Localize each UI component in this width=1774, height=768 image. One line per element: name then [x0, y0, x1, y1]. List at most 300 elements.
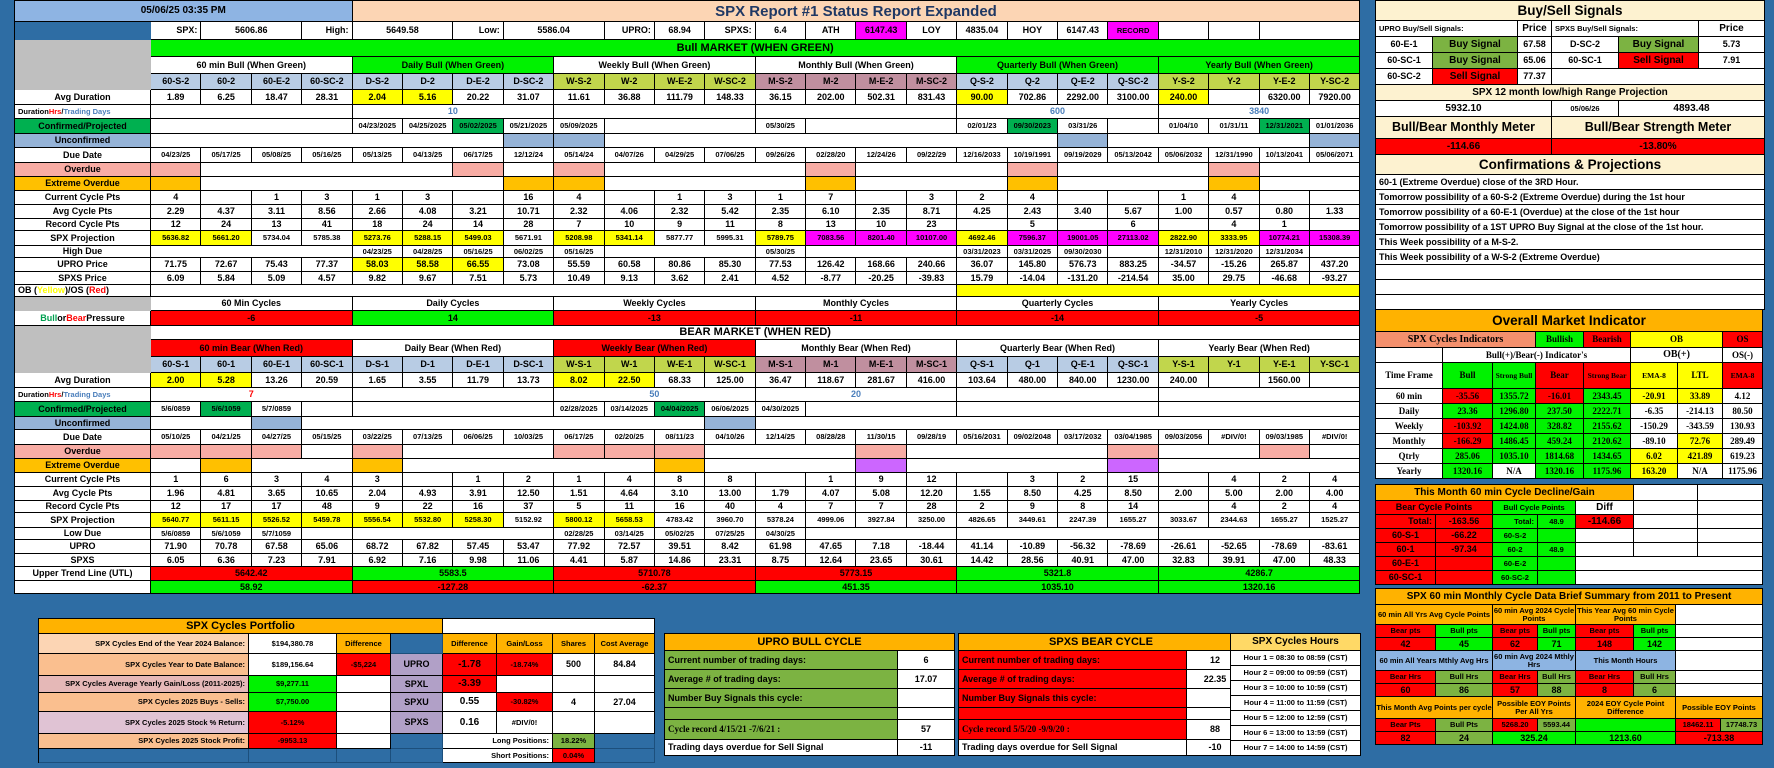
bear-avg-pts-cell[interactable]: 5.00: [1209, 487, 1259, 501]
bull-due-date-cell[interactable]: 10/19/1991: [1008, 148, 1058, 163]
bear-projection-cell[interactable]: 5800.12: [554, 513, 604, 528]
summary-header-cell[interactable]: 60 min All Yrs Avg Cycle Points: [1376, 605, 1493, 625]
bull-duration-cell[interactable]: 10: [353, 105, 555, 119]
bull-avg-duration-cell[interactable]: 90.00: [957, 90, 1007, 105]
bear-groups-cell[interactable]: Yearly Bear (When Red): [1159, 340, 1361, 357]
bear-upro-cell[interactable]: -83.61: [1310, 540, 1360, 554]
bull-current-pts-cell[interactable]: 2: [957, 191, 1007, 205]
bear-projection-cell[interactable]: 3927.84: [856, 513, 906, 528]
bull-current-pts-cell[interactable]: 3: [907, 191, 957, 205]
quotes-row-cell[interactable]: HOY: [1008, 22, 1058, 40]
bear-current-pts-cell[interactable]: 15: [1108, 473, 1158, 487]
bull-avg-pts-cell[interactable]: 5.67: [1108, 205, 1158, 219]
bull-avg-duration-cell[interactable]: 2.04: [353, 90, 403, 105]
bull-upro-price-cell[interactable]: 85.30: [705, 258, 755, 272]
bear-avg-pts-cell[interactable]: 8.50: [1108, 487, 1158, 501]
bull-record-pts-cell[interactable]: 18: [353, 219, 403, 231]
portfolio-row-cell[interactable]: Shares: [553, 634, 595, 654]
pressure-cell[interactable]: 14: [353, 311, 555, 326]
bear-current-pts-cell[interactable]: 12: [907, 473, 957, 487]
title-row-cell[interactable]: SPX Report #1 Status Report Expanded: [353, 1, 1361, 22]
bear-current-pts-cell[interactable]: 9: [856, 473, 906, 487]
bull-confirmed-cell[interactable]: 05/30/25: [756, 119, 806, 134]
bull-upro-price-cell[interactable]: 66.55: [453, 258, 503, 272]
bull-upro-price-cell[interactable]: 883.25: [1108, 258, 1158, 272]
bear-ids-cell[interactable]: D-SC-1: [504, 357, 554, 373]
bear-spxs-cell[interactable]: SPXS: [15, 554, 151, 567]
summary-sub-cell[interactable]: Bear pts: [1493, 625, 1538, 638]
bear-current-pts-cell[interactable]: 3: [353, 473, 403, 487]
bull-spxs-price-cell[interactable]: 15.79: [957, 272, 1007, 285]
omi-row-cell[interactable]: 619.23: [1723, 449, 1763, 464]
bear-record-pts-cell[interactable]: 8: [1058, 501, 1108, 513]
bear-ids-cell[interactable]: M-1: [806, 357, 856, 373]
bear-avg-pts-cell[interactable]: 13.00: [705, 487, 755, 501]
bear-record-pts-cell[interactable]: 7: [806, 501, 856, 513]
bull-avg-pts-cell[interactable]: 2.29: [151, 205, 201, 219]
bull-due-date-cell[interactable]: 10/13/2041: [1260, 148, 1310, 163]
bull-ids-cell[interactable]: W-E-2: [655, 74, 705, 90]
meter-values-cell[interactable]: -114.66: [1376, 139, 1552, 155]
meter-headers-cell[interactable]: Bull/Bear Strength Meter: [1552, 117, 1765, 139]
bear-current-pts-cell[interactable]: 8: [705, 473, 755, 487]
bull-upro-price-cell[interactable]: 55.59: [554, 258, 604, 272]
bear-spxs-cell[interactable]: 12.64: [806, 554, 856, 567]
bear-current-pts-cell[interactable]: 2: [504, 473, 554, 487]
bear-record-pts-cell[interactable]: 16: [453, 501, 503, 513]
bull-spxs-price-cell[interactable]: 4.52: [756, 272, 806, 285]
bull-high-due-cell[interactable]: 06/02/25: [504, 246, 554, 258]
bear-projection-cell[interactable]: 5258.30: [453, 513, 503, 528]
bull-upro-price-cell[interactable]: 73.08: [504, 258, 554, 272]
bull-avg-duration-cell[interactable]: 202.00: [806, 90, 856, 105]
summary-sub-cell[interactable]: Bull Hrs: [1634, 671, 1676, 684]
portfolio-row-cell[interactable]: Short Positions:: [443, 749, 553, 763]
bear-avg-duration-cell[interactable]: 416.00: [907, 373, 957, 388]
portfolio-row-cell[interactable]: $9,277.11: [249, 676, 337, 693]
bull-spxs-price-cell[interactable]: 2.41: [705, 272, 755, 285]
bear-low-due-cell[interactable]: 5/6/0859: [151, 528, 201, 540]
bull-avg-pts-cell[interactable]: 2.32: [655, 205, 705, 219]
bull-current-pts-cell[interactable]: 3: [302, 191, 352, 205]
upro-row-cell[interactable]: Current number of trading days:: [665, 651, 898, 670]
hours-row-cell[interactable]: Hour 1 = 08:30 to 08:59 (CST): [1231, 651, 1361, 666]
bear-spxs-cell[interactable]: 28.56: [1008, 554, 1058, 567]
bull-avg-pts-cell[interactable]: 4.08: [403, 205, 453, 219]
portfolio-row-cell[interactable]: $7,750.00: [249, 693, 337, 712]
bull-due-date-cell[interactable]: 04/13/25: [403, 148, 453, 163]
quotes-row-cell[interactable]: High:: [302, 22, 352, 40]
mdg-row-cell[interactable]: Total:: [1376, 515, 1436, 529]
quotes-row-cell[interactable]: 6147.43: [1058, 22, 1108, 40]
bear-projection-cell[interactable]: 2344.63: [1209, 513, 1259, 528]
quotes-row-cell[interactable]: 5586.04: [504, 22, 605, 40]
summary-sub-cell[interactable]: Bull pts: [1436, 625, 1493, 638]
bull-projection-cell[interactable]: 10107.00: [907, 231, 957, 246]
bear-spxs-cell[interactable]: 48.33: [1310, 554, 1360, 567]
bear-upro-cell[interactable]: -10.89: [1008, 540, 1058, 554]
omi-row-cell[interactable]: 1486.45: [1493, 434, 1536, 449]
summary-sub-cell[interactable]: Bear Hrs: [1493, 671, 1538, 684]
bear-due-date-cell[interactable]: 05/10/25: [151, 430, 201, 445]
bear-avg-pts-cell[interactable]: 4.25: [1058, 487, 1108, 501]
quotes-row-cell[interactable]: Low:: [453, 22, 503, 40]
bull-due-date-cell[interactable]: 09/19/2029: [1058, 148, 1108, 163]
bear-avg-pts-cell[interactable]: 1.51: [554, 487, 604, 501]
summary-val-cell[interactable]: 8: [1576, 684, 1634, 697]
bear-avg-duration-cell[interactable]: 20.59: [302, 373, 352, 388]
bull-high-due-cell[interactable]: 12/31/2034: [1260, 246, 1310, 258]
bear-ids-cell[interactable]: Q-SC-1: [1108, 357, 1158, 373]
bear-due-date-cell[interactable]: 11/30/15: [856, 430, 906, 445]
bear-avg-pts-cell[interactable]: 2.00: [1260, 487, 1310, 501]
utl-cell[interactable]: 5710.78: [554, 567, 756, 581]
bear-ids-cell[interactable]: M-SC-1: [907, 357, 957, 373]
bull-spxs-price-cell[interactable]: 9.82: [353, 272, 403, 285]
bull-ids-cell[interactable]: W-S-2: [554, 74, 604, 90]
bear-confirmed-cell[interactable]: 5/6/1059: [201, 402, 251, 417]
summary-title-cell[interactable]: SPX 60 min Monthly Cycle Data Brief Summary from 2011 to Present: [1376, 589, 1763, 605]
bull-avg-duration-cell[interactable]: 7920.00: [1310, 90, 1360, 105]
bear-duration-cell[interactable]: 50: [554, 388, 756, 402]
bear-due-date-cell[interactable]: 09/03/2056: [1159, 430, 1209, 445]
bull-upro-price-cell[interactable]: UPRO Price: [15, 258, 151, 272]
bull-groups-cell[interactable]: Monthly Bull (When Green): [756, 57, 958, 74]
omi-colheads-cell[interactable]: Bull: [1443, 363, 1493, 389]
bear-record-pts-cell[interactable]: Record Cycle Pts: [15, 501, 151, 513]
signal-row-cell[interactable]: D-SC-2: [1552, 37, 1619, 53]
bull-projection-cell[interactable]: 5288.15: [403, 231, 453, 246]
bull-record-pts-cell[interactable]: 1: [1260, 219, 1310, 231]
bull-upro-price-cell[interactable]: -34.57: [1159, 258, 1209, 272]
summary-sub-cell[interactable]: 18462.11: [1676, 719, 1721, 732]
omi-subheader-cell[interactable]: Bull(+)/Bear(-) Indicator's: [1443, 348, 1631, 363]
bear-avg-pts-cell[interactable]: 4.00: [1310, 487, 1360, 501]
bear-projection-cell[interactable]: 2247.39: [1058, 513, 1108, 528]
bull-confirmed-cell[interactable]: 03/31/26: [1058, 119, 1108, 134]
omi-row-cell[interactable]: 2120.62: [1584, 434, 1631, 449]
bull-ids-cell[interactable]: M-SC-2: [907, 74, 957, 90]
bull-due-date-cell[interactable]: 05/08/25: [252, 148, 302, 163]
bear-current-pts-cell[interactable]: 4: [605, 473, 655, 487]
bear-extreme-overdue-cell[interactable]: Extreme Overdue: [15, 459, 151, 473]
bull-spxs-price-cell[interactable]: 9.13: [605, 272, 655, 285]
bull-ids-cell[interactable]: 60-SC-2: [302, 74, 352, 90]
bull-ids-cell[interactable]: Q-E-2: [1058, 74, 1108, 90]
bull-projection-cell[interactable]: 5636.82: [151, 231, 201, 246]
bear-duration[interactable]: [15, 388, 151, 402]
omi-header-cell[interactable]: Bullish: [1536, 332, 1584, 348]
portfolio-row-cell[interactable]: -18.74%: [497, 654, 553, 676]
portfolio-row-cell[interactable]: $189,156.64: [249, 654, 337, 676]
quotes-row-cell[interactable]: 6147.43: [856, 22, 906, 40]
summary-header-cell[interactable]: 60 min Avg 2024 Cycle Points: [1493, 605, 1576, 625]
bear-current-pts-cell[interactable]: 1: [453, 473, 503, 487]
signal-row-cell[interactable]: 5.73: [1699, 37, 1765, 53]
omi-row-cell[interactable]: -89.10: [1631, 434, 1678, 449]
bear-upro-cell[interactable]: 8.42: [705, 540, 755, 554]
bull-duration-cell[interactable]: 3840: [1159, 105, 1361, 119]
omi-row-cell[interactable]: -166.29: [1443, 434, 1493, 449]
utl-cell[interactable]: 5773.15: [756, 567, 958, 581]
bull-upro-price-cell[interactable]: 60.58: [605, 258, 655, 272]
omi-colheads-cell[interactable]: Strong Bull: [1493, 363, 1536, 389]
bull-projection-cell[interactable]: 15308.39: [1310, 231, 1360, 246]
omi-row-cell[interactable]: Yearly: [1376, 464, 1443, 479]
confirmation-line-cell[interactable]: Tomorrow possibility of a 1ST UPRO Buy Signal at the close of the 1st hour.: [1376, 220, 1765, 235]
summary-val-cell[interactable]: 6: [1634, 684, 1676, 697]
mdg-row-cell[interactable]: 60-S-2: [1493, 529, 1538, 543]
bull-ids-cell[interactable]: D-2: [403, 74, 453, 90]
omi-row-cell[interactable]: -150.29: [1631, 419, 1678, 434]
utl-cell[interactable]: 4286.7: [1159, 567, 1361, 581]
signals-header-cell[interactable]: UPRO Buy/Sell Signals:: [1376, 21, 1518, 37]
omi-colheads-cell[interactable]: EMA-8: [1723, 363, 1763, 389]
bear-ids-cell[interactable]: D-1: [403, 357, 453, 373]
bull-ids-cell[interactable]: Q-2: [1008, 74, 1058, 90]
summary-header-cell[interactable]: This Month Avg Points per cycle: [1376, 697, 1493, 719]
bull-upro-price-cell[interactable]: -15.26: [1209, 258, 1259, 272]
signal-row-cell[interactable]: 60-SC-1: [1376, 53, 1433, 69]
bear-record-pts-cell[interactable]: 2: [957, 501, 1007, 513]
bull-spxs-price-cell[interactable]: 3.62: [655, 272, 705, 285]
summary-val-cell[interactable]: 86: [1436, 684, 1493, 697]
bear-avg-pts-cell[interactable]: 4.81: [201, 487, 251, 501]
bull-avg-pts-cell[interactable]: 2.32: [554, 205, 604, 219]
bear-upro-cell[interactable]: 7.18: [856, 540, 906, 554]
utl-2-cell[interactable]: 58.92: [151, 581, 353, 594]
bear-upro-cell[interactable]: 41.14: [957, 540, 1007, 554]
confirmation-line-cell[interactable]: Tomorrow possibility of a 60-S-2 (Extreme Overdue) during the 1st hour: [1376, 190, 1765, 205]
bear-due-date-cell[interactable]: 09/02/2048: [1008, 430, 1058, 445]
bear-upro-cell[interactable]: -78.69: [1260, 540, 1310, 554]
bear-avg-duration-cell[interactable]: 11.79: [453, 373, 503, 388]
bull-avg-pts-cell[interactable]: 3.11: [252, 205, 302, 219]
bull-due-date-cell[interactable]: 05/13/2042: [1108, 148, 1158, 163]
spxs-row-cell[interactable]: -10: [1187, 740, 1244, 756]
spxs-row-cell[interactable]: Cycle record 5/5/20 -9/9/20 :: [959, 720, 1187, 740]
bull-high-due-cell[interactable]: 05/16/25: [453, 246, 503, 258]
summary-sub-cell[interactable]: Bear pts: [1576, 625, 1634, 638]
signal-row-cell[interactable]: 60-E-1: [1376, 37, 1433, 53]
bear-spxs-cell[interactable]: 47.00: [1260, 554, 1310, 567]
bear-record-pts-cell[interactable]: 4: [756, 501, 806, 513]
bull-avg-pts-cell[interactable]: 3.40: [1058, 205, 1108, 219]
bull-current-pts-cell[interactable]: 4: [151, 191, 201, 205]
mdg-header-cell[interactable]: Diff: [1576, 501, 1634, 515]
portfolio-row-cell[interactable]: SPX Cycles 2025 Stock Profit:: [39, 734, 249, 749]
bear-avg-duration-cell[interactable]: 1.65: [353, 373, 403, 388]
bear-spxs-cell[interactable]: 7.16: [403, 554, 453, 567]
bull-current-pts-cell[interactable]: 1: [655, 191, 705, 205]
bull-spxs-price-cell[interactable]: 4.57: [302, 272, 352, 285]
bear-spxs-cell[interactable]: 7.23: [252, 554, 302, 567]
bear-low-due-cell[interactable]: 03/14/25: [605, 528, 655, 540]
bull-confirmed-cell[interactable]: 05/02/2025: [453, 119, 503, 134]
bear-current-pts-cell[interactable]: 1: [151, 473, 201, 487]
bull-record-pts-cell[interactable]: 14: [453, 219, 503, 231]
bull-record-pts-cell[interactable]: 23: [907, 219, 957, 231]
bull-ids-cell[interactable]: W-2: [605, 74, 655, 90]
bear-record-pts-cell[interactable]: 9: [1008, 501, 1058, 513]
cycle-labels-cell[interactable]: Yearly Cycles: [1159, 297, 1361, 311]
bull-ids-cell[interactable]: Q-S-2: [957, 74, 1007, 90]
range-header-cell[interactable]: SPX 12 month low/high Range Projection: [1376, 85, 1765, 101]
bear-groups-cell[interactable]: Quarterly Bear (When Red): [957, 340, 1159, 357]
bear-ids-cell[interactable]: 60-E-1: [252, 357, 302, 373]
bull-ids-cell[interactable]: D-E-2: [453, 74, 503, 90]
bear-record-pts-cell[interactable]: 14: [1108, 501, 1158, 513]
bull-projection-cell[interactable]: 5671.91: [504, 231, 554, 246]
summary-header-cell[interactable]: Possible EOY Points Per All Yrs: [1493, 697, 1576, 719]
bear-avg-duration-cell[interactable]: 103.64: [957, 373, 1007, 388]
signal-row-cell[interactable]: Buy Signal: [1433, 53, 1518, 69]
bear-duration-cell[interactable]: 20: [756, 388, 958, 402]
bull-current-pts-cell[interactable]: 7: [806, 191, 856, 205]
bull-avg-duration-cell[interactable]: 20.22: [453, 90, 503, 105]
portfolio-row-cell[interactable]: -5.12%: [249, 712, 337, 734]
mdg-row-cell[interactable]: 48.9: [1538, 543, 1576, 557]
omi-colheads-cell[interactable]: Time Frame: [1376, 363, 1443, 389]
bear-ids-cell[interactable]: M-S-1: [756, 357, 806, 373]
bear-ids-cell[interactable]: 60-1: [201, 357, 251, 373]
bull-due-date-cell[interactable]: 07/06/25: [705, 148, 755, 163]
bull-upro-price-cell[interactable]: 75.43: [252, 258, 302, 272]
bull-due-date-cell[interactable]: 04/07/26: [605, 148, 655, 163]
mdg-row-cell[interactable]: 48.9: [1538, 515, 1576, 529]
bull-upro-price-cell[interactable]: 72.67: [201, 258, 251, 272]
omi-row-cell[interactable]: 60 min: [1376, 389, 1443, 404]
bear-spxs-cell[interactable]: 23.31: [705, 554, 755, 567]
summary-sub-cell[interactable]: Bull pts: [1538, 625, 1576, 638]
quotes-row-cell[interactable]: SPXS:: [705, 22, 755, 40]
bear-ids-cell[interactable]: D-E-1: [453, 357, 503, 373]
bear-current-pts-cell[interactable]: 1: [554, 473, 604, 487]
quotes-row-cell[interactable]: 5606.86: [201, 22, 302, 40]
bull-upro-price-cell[interactable]: 80.86: [655, 258, 705, 272]
bull-avg-duration-cell[interactable]: 3100.00: [1108, 90, 1158, 105]
bull-avg-pts-cell[interactable]: 1.00: [1159, 205, 1209, 219]
bear-due-date-cell[interactable]: 08/28/28: [806, 430, 856, 445]
bear-ids-cell[interactable]: Q-E-1: [1058, 357, 1108, 373]
bull-upro-price-cell[interactable]: 437.20: [1310, 258, 1360, 272]
bull-groups-cell[interactable]: Yearly Bull (When Green): [1159, 57, 1361, 74]
bull-spxs-price-cell[interactable]: 10.49: [554, 272, 604, 285]
bull-avg-duration-cell[interactable]: 148.33: [705, 90, 755, 105]
bull-ids-cell[interactable]: D-S-2: [353, 74, 403, 90]
bear-due-date-cell[interactable]: 06/06/25: [453, 430, 503, 445]
bear-avg-pts-cell[interactable]: 8.50: [1008, 487, 1058, 501]
meter-values-cell[interactable]: -13.80%: [1552, 139, 1765, 155]
bull-projection-cell[interactable]: 5785.38: [302, 231, 352, 246]
summary-sub-cell[interactable]: Bear Hrs: [1576, 671, 1634, 684]
bear-avg-pts-cell[interactable]: 2.00: [1159, 487, 1209, 501]
mdg-row-cell[interactable]: 60-2: [1493, 543, 1538, 557]
bull-record-pts-cell[interactable]: 6: [1108, 219, 1158, 231]
bull-spxs-price-cell[interactable]: -46.68: [1260, 272, 1310, 285]
bull-avg-pts-cell[interactable]: 3.21: [453, 205, 503, 219]
summary-val-cell[interactable]: -713.38: [1676, 732, 1763, 745]
portfolio-row-cell[interactable]: Cost Average: [595, 634, 655, 654]
mdg-row-cell[interactable]: 60-E-1: [1376, 557, 1436, 571]
summary-val-cell[interactable]: 62: [1493, 638, 1538, 651]
bear-due-date-cell[interactable]: 12/14/25: [756, 430, 806, 445]
bear-duration-cell[interactable]: 7: [151, 388, 353, 402]
omi-colheads-cell[interactable]: LTL: [1678, 363, 1723, 389]
summary-sub-cell[interactable]: 17748.73: [1721, 719, 1763, 732]
bull-upro-price-cell[interactable]: 71.75: [151, 258, 201, 272]
bear-groups-cell[interactable]: Weekly Bear (When Red): [554, 340, 756, 357]
bear-avg-duration-cell[interactable]: 8.02: [554, 373, 604, 388]
bear-current-pts-cell[interactable]: 2: [1058, 473, 1108, 487]
portfolio-row-cell[interactable]: Difference: [337, 634, 391, 654]
bull-avg-pts-cell[interactable]: 10.71: [504, 205, 554, 219]
bear-projection-cell[interactable]: 5526.52: [252, 513, 302, 528]
bull-spxs-price-cell[interactable]: SPXS Price: [15, 272, 151, 285]
omi-row-cell[interactable]: N/A: [1678, 464, 1723, 479]
bull-projection-cell[interactable]: 5995.31: [705, 231, 755, 246]
portfolio-row-cell[interactable]: Difference: [443, 634, 497, 654]
bear-record-pts-cell[interactable]: 4: [1209, 501, 1259, 513]
bull-current-pts-cell[interactable]: 4: [1008, 191, 1058, 205]
omi-colheads-cell[interactable]: EMA-8: [1631, 363, 1678, 389]
hours-row-cell[interactable]: Hour 5 = 12:00 to 12:59 (CST): [1231, 711, 1361, 726]
spxs-row-cell[interactable]: Number Buy Signals this cycle:: [959, 689, 1187, 708]
omi-row-cell[interactable]: 1355.72: [1493, 389, 1536, 404]
bear-record-pts-cell[interactable]: 22: [403, 501, 453, 513]
bull-projection-cell[interactable]: 5661.20: [201, 231, 251, 246]
bear-due-date-cell[interactable]: 10/03/25: [504, 430, 554, 445]
cycle-labels-cell[interactable]: Monthly Cycles: [756, 297, 958, 311]
portfolio-row-cell[interactable]: 0.55: [443, 693, 497, 712]
upro-row-cell[interactable]: 6: [898, 651, 955, 670]
bear-avg-duration-cell[interactable]: 2.00: [151, 373, 201, 388]
bull-current-pts-cell[interactable]: 1: [252, 191, 302, 205]
bear-current-pts-cell[interactable]: 2: [1260, 473, 1310, 487]
bull-avg-pts-cell[interactable]: 2.35: [756, 205, 806, 219]
bull-avg-duration-cell[interactable]: 28.31: [302, 90, 352, 105]
utl-2-cell[interactable]: 451.35: [756, 581, 958, 594]
mdg-row-cell[interactable]: 60-1: [1376, 543, 1436, 557]
signals-header-cell[interactable]: Price: [1518, 21, 1552, 37]
cycle-labels-cell[interactable]: Daily Cycles: [353, 297, 555, 311]
portfolio-row-cell[interactable]: #DIV/0!: [497, 712, 553, 734]
bull-avg-duration-cell[interactable]: 1.89: [151, 90, 201, 105]
bear-spxs-cell[interactable]: 5.87: [605, 554, 655, 567]
bull-record-pts-cell[interactable]: 7: [554, 219, 604, 231]
upro-row-cell[interactable]: Number Buy Signals this cycle:: [665, 689, 898, 708]
bear-avg-duration-cell[interactable]: 68.33: [655, 373, 705, 388]
portfolio-row-cell[interactable]: 4: [553, 693, 595, 712]
omi-row-cell[interactable]: -6.35: [1631, 404, 1678, 419]
bull-duration[interactable]: [15, 105, 151, 119]
bull-record-pts-cell[interactable]: 10: [605, 219, 655, 231]
bear-spxs-cell[interactable]: 8.75: [756, 554, 806, 567]
bull-due-date-cell[interactable]: 05/17/25: [201, 148, 251, 163]
bull-current-pts-cell[interactable]: 3: [705, 191, 755, 205]
bull-avg-duration-cell[interactable]: 702.86: [1008, 90, 1058, 105]
hours-row-cell[interactable]: Hour 6 = 13:00 to 13:59 (CST): [1231, 726, 1361, 741]
bear-projection-cell[interactable]: 1655.27: [1108, 513, 1158, 528]
summary-val-cell[interactable]: 1213.60: [1576, 732, 1676, 745]
summary-val-cell[interactable]: 88: [1538, 684, 1576, 697]
mdg-title-cell[interactable]: This Month 60 min Cycle Decline/Gain: [1376, 485, 1634, 501]
bull-due-date-cell[interactable]: 04/23/25: [151, 148, 201, 163]
signal-row-cell[interactable]: Buy Signal: [1433, 37, 1518, 53]
omi-subheader-cell[interactable]: OB(+): [1631, 348, 1723, 363]
bear-upro-cell[interactable]: 67.82: [403, 540, 453, 554]
bear-avg-duration-cell[interactable]: 13.73: [504, 373, 554, 388]
